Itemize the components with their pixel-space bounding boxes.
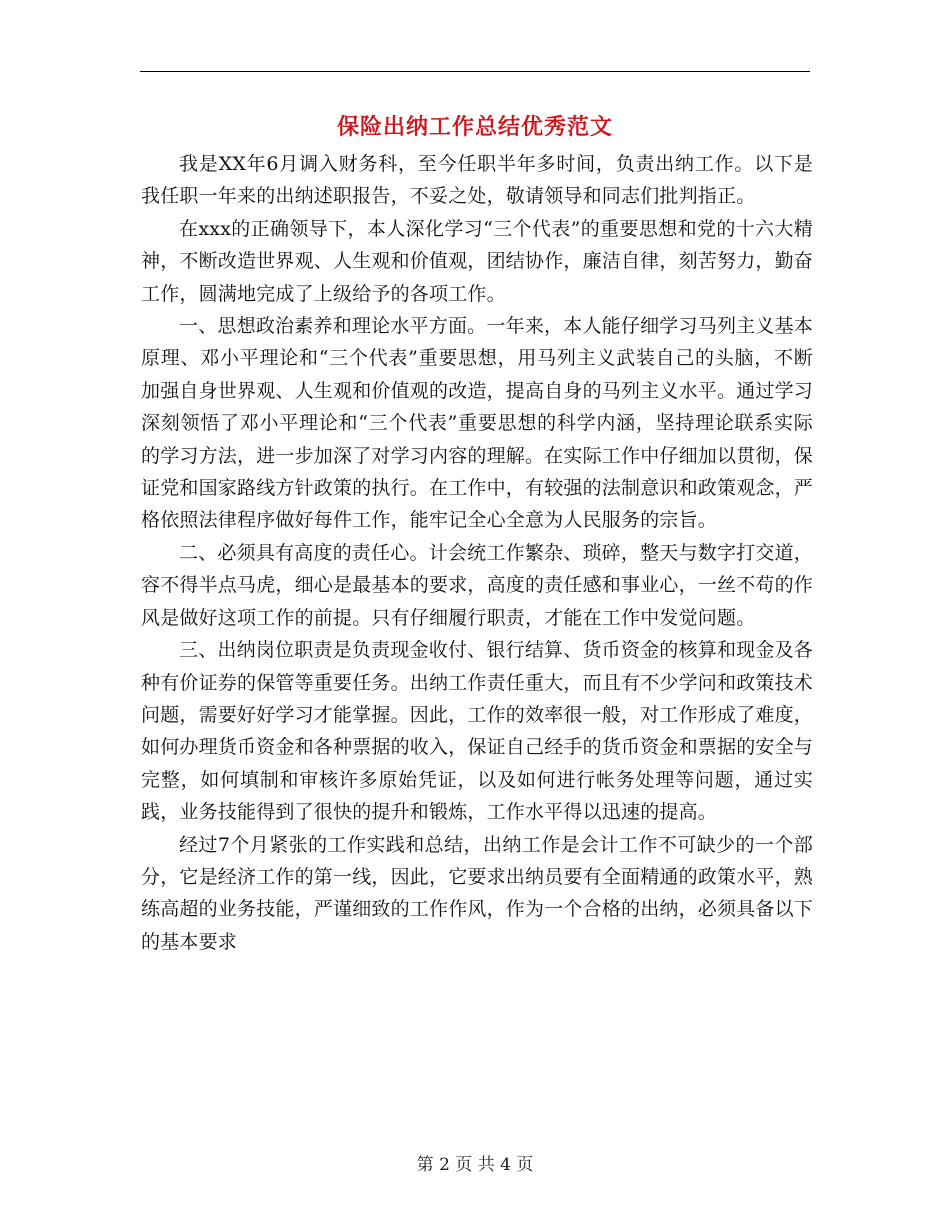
paragraph-section-three: 三、出纳岗位职责是负责现金收付、银行结算、货币资金的核算和现金及各种有价证券的保管等重要任务。出纳工作责任重大，而且有不少学问和政策技术问题，需要好好学习才能掌握。因此，工作的效率很一般，对工作形成了难度，如何办理货币资金和各种票据的收入，保证自己经手的货币资金和票据的安全与完整，如何填制和审核许多原始凭证，以及如何进行帐务处理等问题，通过实践，业务技能得到了很快的提升和锻炼，工作水平得以迅速的提高。 <box>141 639 814 824</box>
document-body <box>141 148 813 958</box>
header-rule <box>140 71 810 72</box>
paragraph-leadership: 在xxx的正确领导下，本人深化学习“三个代表”的重要思想和党的十六大精神，不断改造世界观、人生观和价值观，团结协作，廉洁自律，刻苦努力，勤奋工作，圆满地完成了上级给予的各项工作。 <box>141 217 814 305</box>
paragraph-summary: 经过7个月紧张的工作实践和总结，出纳工作是会计工作不可缺少的一个部分，它是经济工作的第一线，因此，它要求出纳员要有全面精通的政策水平，熟练高超的业务技能，严谨细致的工作作风，作为一个合格的出纳，必须具备以下的基本要求 <box>141 833 814 953</box>
paragraph-intro: 我是XX年6月调入财务科，至今任职半年多时间，负责出纳工作。以下是我任职一年来的出纳述职报告，不妥之处，敬请领导和同志们批判指正。 <box>141 153 813 208</box>
document-title: 保险出纳工作总结优秀范文 <box>336 114 613 140</box>
paragraph-section-one: 一、思想政治素养和理论水平方面。一年来，本人能仔细学习马列主义基本原理、邓小平理论和“三个代表”重要思想，用马列主义武装自己的头脑，不断加强自身世界观、人生观和价值观的改造，提高自身的马列主义水平。通过学习深刻领悟了邓小平理论和“三个代表”重要思想的科学内涵，坚持理论联系实际的学习方法，进一步加深了对学习内容的理解。在实际工作中仔细加以贯彻，保证党和国家路线方针政策的执行。在工作中，有较强的法制意识和政策观念，严格依照法律程序做好每件工作，能牢记全心全意为人民服务的宗旨。 <box>141 315 814 532</box>
page-number: 第 2 页 共 4 页 <box>416 1155 534 1175</box>
paragraph-section-two: 二、必须具有高度的责任心。计会统工作繁杂、琐碎，整天与数字打交道，容不得半点马虎，细心是最基本的要求，高度的责任感和事业心，一丝不苟的作风是做好这项工作的前提。只有仔细履行职责，才能在工作中发觉问题。 <box>141 541 814 629</box>
